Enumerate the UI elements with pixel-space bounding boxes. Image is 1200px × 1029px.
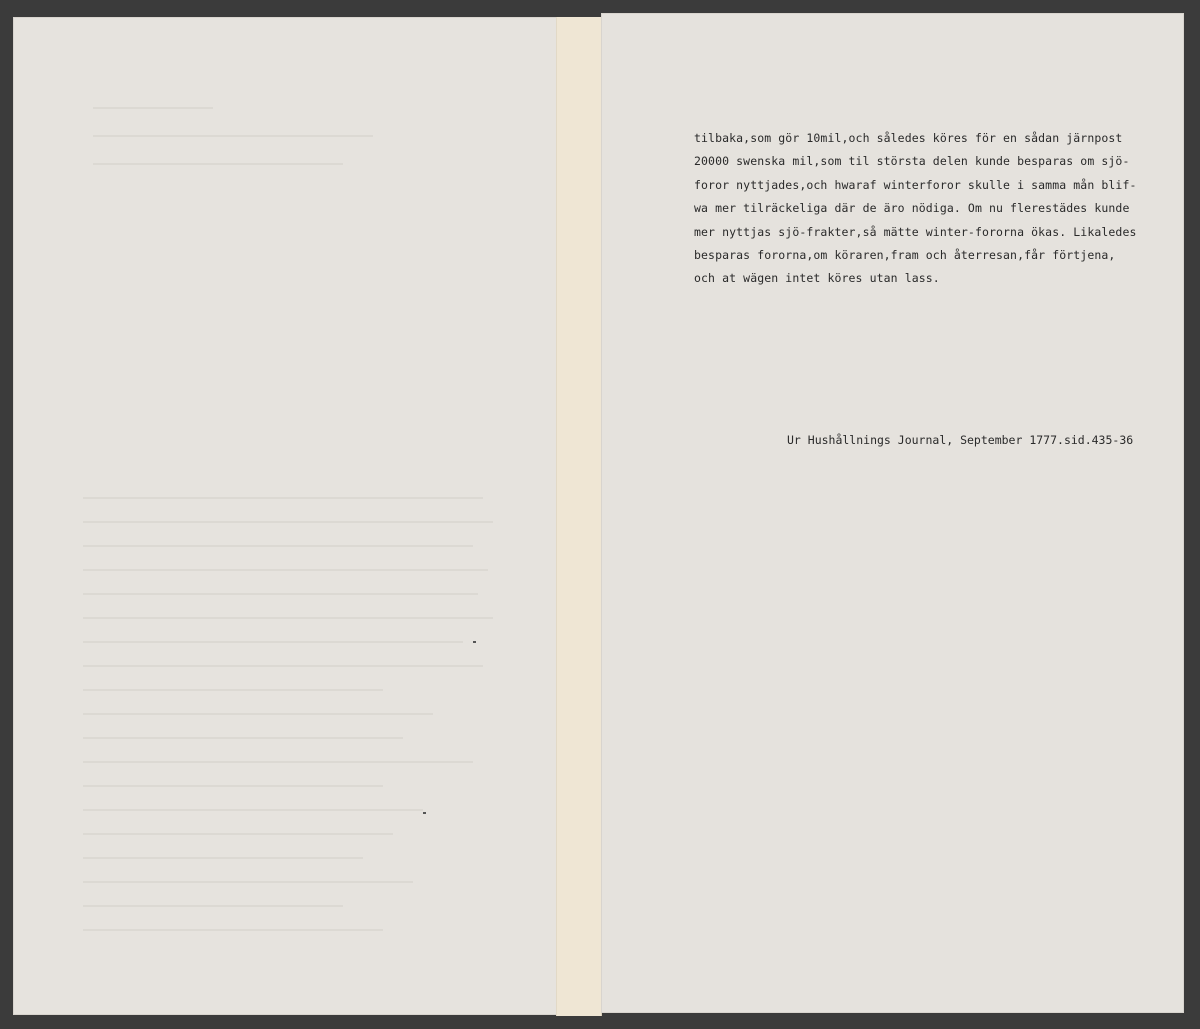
text-line: wa mer tilräckeliga där de äro nödiga. Om nu flerestädes kunde bbox=[694, 201, 1130, 216]
text-line: och at wägen intet köres utan lass. bbox=[694, 271, 940, 286]
text-line: besparas fororna,om köraren,fram och återresan,får förtjena, bbox=[694, 248, 1116, 263]
text-line: foror nyttjades,och hwaraf winterforor skulle i samma mån blif- bbox=[694, 177, 1137, 192]
show-through-note bbox=[93, 107, 393, 191]
text-line: mer nyttjas sjö-frakter,så mätte winter-fororna ökas. Likaledes bbox=[694, 224, 1137, 239]
show-through-text bbox=[83, 497, 503, 953]
typed-paragraph bbox=[694, 127, 1154, 291]
source-citation: Ur Hushållnings Journal, September 1777.sid.435-36 bbox=[787, 433, 1134, 447]
text-line: tilbaka,som gör 10mil,och således köres för en sådan järnpost bbox=[694, 131, 1123, 145]
paper-strip bbox=[556, 17, 602, 1016]
text-line: 20000 swenska mil,som til största delen kunde besparas om sjö- bbox=[694, 154, 1130, 169]
left-page bbox=[13, 17, 561, 1015]
watermark bbox=[149, 317, 203, 338]
speck bbox=[473, 641, 476, 643]
right-page bbox=[601, 13, 1184, 1013]
speck bbox=[423, 812, 426, 814]
